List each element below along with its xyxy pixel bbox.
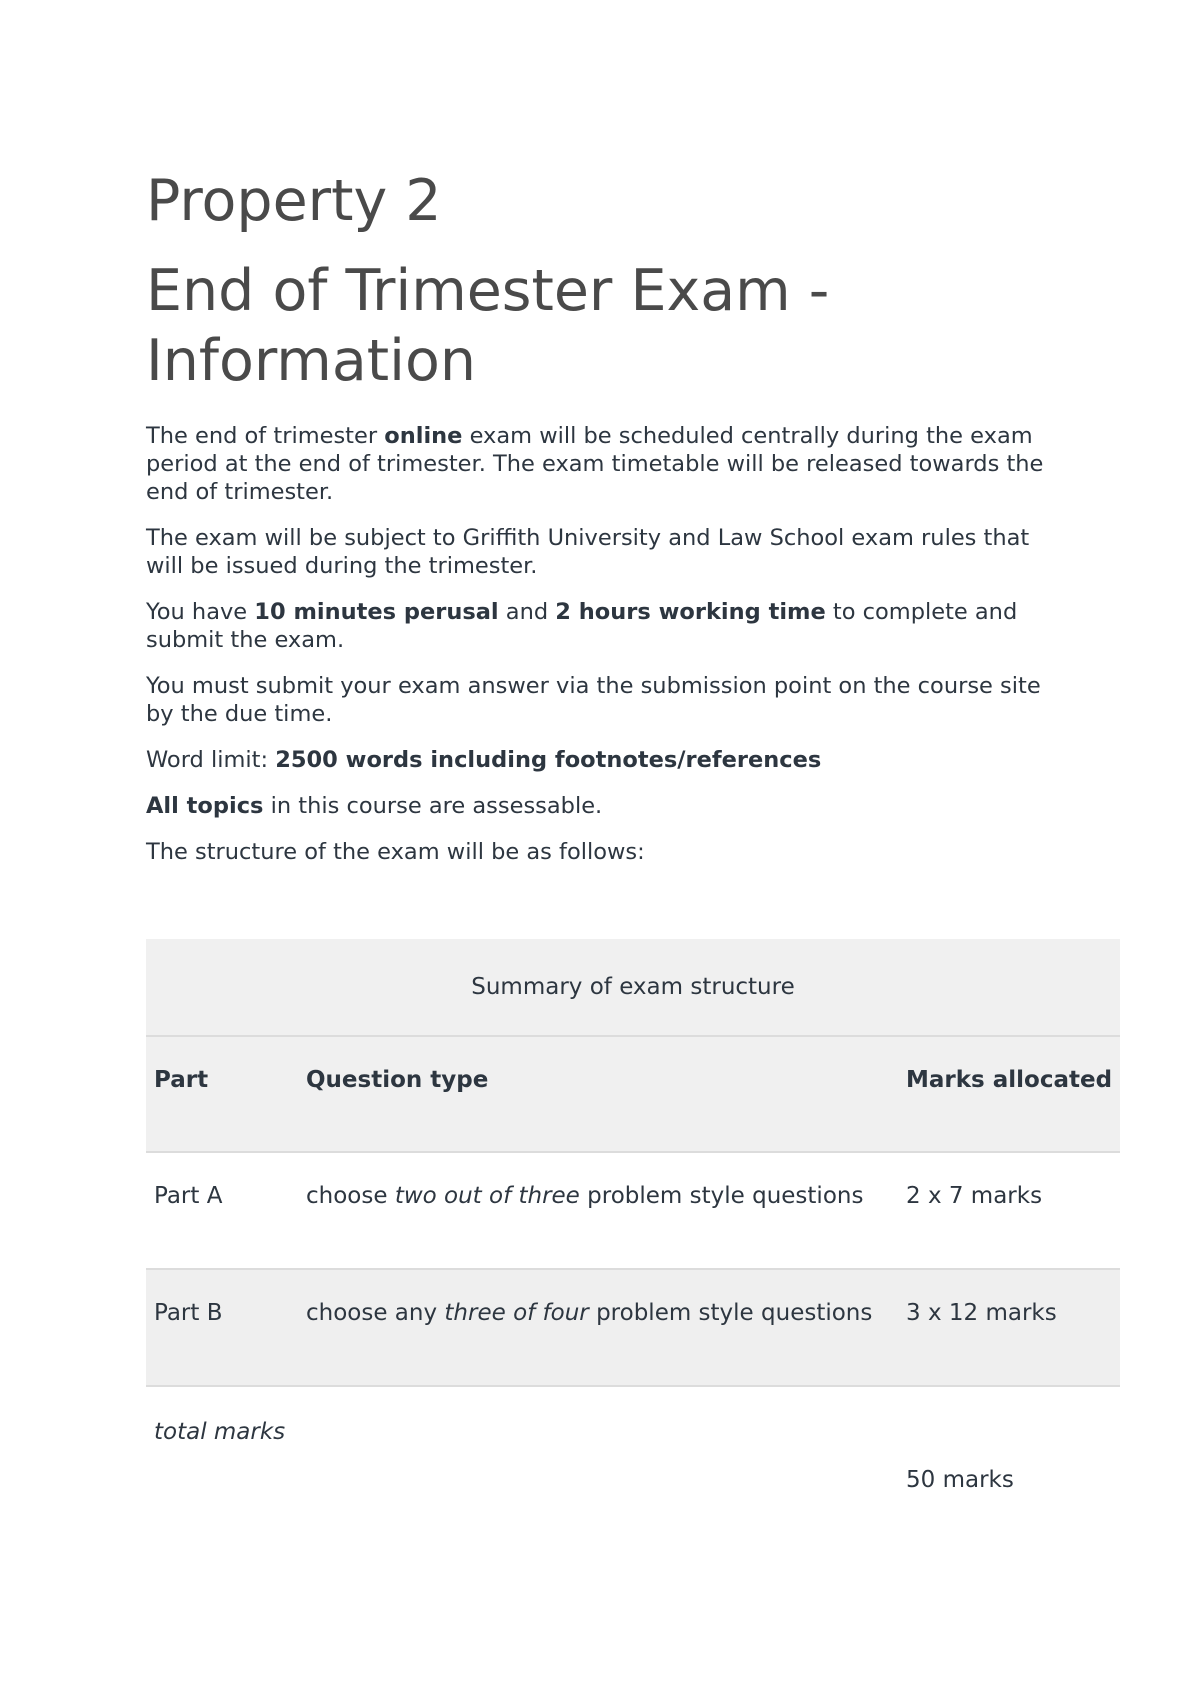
text: Word limit: bbox=[146, 747, 276, 773]
table-caption: Summary of exam structure bbox=[471, 973, 795, 1000]
italic-text: two out of three bbox=[394, 1183, 580, 1209]
total-label: total marks bbox=[154, 1419, 286, 1445]
header-question-type: Question type bbox=[306, 1067, 489, 1093]
cell-question-type bbox=[306, 1152, 906, 1269]
paragraph-structure-intro: The structure of the exam will be as follows: bbox=[146, 839, 645, 865]
cell-part: Part A bbox=[154, 1183, 223, 1209]
table-total-row bbox=[146, 1386, 1120, 1516]
text: The end of trimester bbox=[146, 423, 385, 449]
text: choose bbox=[306, 1183, 395, 1209]
exam-structure-table bbox=[146, 939, 1120, 1516]
paragraph-duration bbox=[146, 598, 1066, 654]
total-marks: 50 marks bbox=[906, 1467, 1014, 1493]
emphasis-working-time: 2 hours working time bbox=[555, 599, 826, 625]
table-caption-row bbox=[146, 939, 1120, 1036]
text: exam will be scheduled centrally during the exam period at the end of trimester. The exam timetable will be released towards the end of trimester. bbox=[146, 423, 1044, 505]
cell-question-type bbox=[306, 1269, 906, 1386]
text: in this course are assessable. bbox=[263, 793, 603, 819]
text: problem style questions bbox=[588, 1300, 873, 1326]
text: You have bbox=[146, 599, 255, 625]
paragraph-rules: The exam will be subject to Griffith University and Law School exam rules that will be issued during the trimester. bbox=[146, 525, 1030, 579]
text: problem style questions bbox=[579, 1183, 864, 1209]
text: and bbox=[498, 599, 556, 625]
total-empty-cell bbox=[306, 1386, 906, 1516]
header-part: Part bbox=[154, 1067, 209, 1093]
emphasis-perusal: 10 minutes perusal bbox=[254, 599, 499, 625]
cell-marks: 3 x 12 marks bbox=[906, 1300, 1057, 1326]
paragraph-schedule bbox=[146, 422, 1066, 506]
emphasis-online: online bbox=[384, 423, 463, 449]
table-row bbox=[146, 1152, 1120, 1269]
text: to complete and submit the exam. bbox=[146, 599, 1018, 653]
table-header-row bbox=[146, 1036, 1120, 1152]
course-title: Property 2 bbox=[146, 168, 442, 234]
document-page bbox=[146, 166, 1120, 884]
paragraph-word-limit bbox=[146, 746, 1066, 774]
table-row bbox=[146, 1269, 1120, 1386]
header-marks-allocated: Marks allocated bbox=[906, 1067, 1113, 1093]
paragraph-submission: You must submit your exam answer via the submission point on the course site by the due time. bbox=[146, 673, 1041, 727]
italic-text: three of four bbox=[444, 1300, 589, 1326]
text: choose any bbox=[306, 1300, 445, 1326]
paragraph-topics bbox=[146, 792, 1066, 820]
page-title: End of Trimester Exam - Information bbox=[146, 258, 830, 394]
emphasis-word-limit: 2500 words including footnotes/references bbox=[275, 747, 822, 773]
emphasis-all-topics: All topics bbox=[146, 793, 264, 819]
exam-information-text bbox=[146, 422, 1120, 866]
cell-part: Part B bbox=[154, 1300, 223, 1326]
cell-marks: 2 x 7 marks bbox=[906, 1183, 1043, 1209]
